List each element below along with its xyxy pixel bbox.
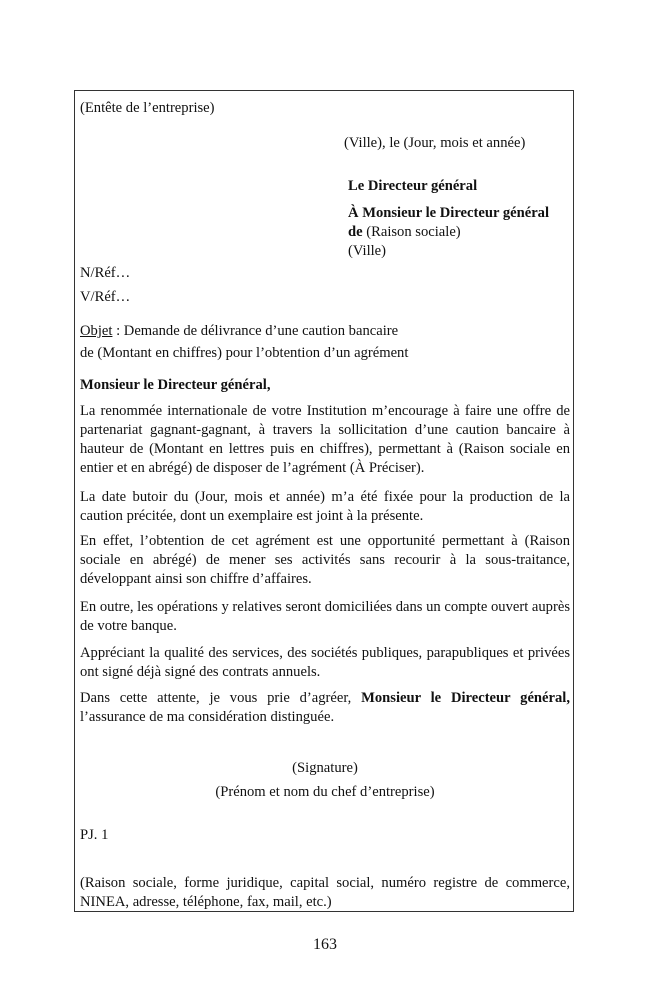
object-text-1: : Demande de délivrance d’une caution bancaire [112, 323, 399, 339]
page-number: 163 [313, 936, 337, 953]
paragraph-3: En effet, l’obtention de cet agrément est une opportunité permettant à (Raison sociale en abrégé) de mener ses activités sans recourir à la sous-traitance, développant ainsi son chiffre d’affaires. [80, 533, 570, 587]
object-line-2: de (Montant en chiffres) pour l’obtention d’un agrément [80, 345, 409, 361]
company-header: (Entête de l’entreprise) [80, 100, 215, 116]
object-label: Objet [80, 323, 113, 339]
signer-name: (Prénom et nom du chef d’entreprise) [215, 784, 435, 800]
recipient-block [348, 204, 549, 261]
paragraph-5: Appréciant la qualité des services, des sociétés publiques, parapubliques et privées ont signé déjà signé des contrats annuels. [80, 645, 570, 680]
reference-block [80, 261, 130, 309]
signature-placeholder: (Signature) [292, 760, 358, 776]
paragraph-1: La renommée internationale de votre Institution m’encourage à faire une offre de partenariat gagnant-gagnant, à travers la sollicitation d’une caution bancaire à hauteur de (Montant en lettres puis en chiffres), permettant à (Raison sociale en entier et en abrégé) de disposer de l’agrément (À Préciser). [80, 403, 570, 476]
recipient-title: À Monsieur le Directeur général [348, 205, 550, 221]
sender-title: Le Directeur général [348, 178, 478, 194]
letter-template-frame [74, 90, 574, 912]
closing-addressee: Monsieur le Directeur général, [361, 690, 571, 706]
closing-paragraph [80, 689, 570, 727]
recipient-company: (Raison sociale) [362, 224, 461, 240]
closing-text-end: l’assurance de ma considération distinguée. [80, 709, 335, 725]
object-block [80, 320, 408, 364]
salutation: Monsieur le Directeur général, [80, 377, 271, 393]
closing-text-start: Dans cette attente, je vous prie d’agréer, [80, 690, 362, 706]
place-date: (Ville), le (Jour, mois et année) [344, 135, 526, 151]
company-footer: (Raison sociale, forme juridique, capital social, numéro registre de commerce, NINEA, adresse, téléphone, fax, mail, etc.) [80, 875, 570, 910]
our-reference: N/Réf… [80, 265, 131, 281]
attachments: PJ. 1 [80, 827, 109, 843]
recipient-city: (Ville) [348, 243, 387, 259]
recipient-de: de [348, 224, 363, 240]
object-line-1 [80, 320, 408, 342]
your-reference: V/Réf… [80, 289, 131, 305]
recipient-company-line [348, 223, 549, 242]
paragraph-4: En outre, les opérations y relatives seront domiciliées dans un compte ouvert auprès de votre banque. [80, 599, 570, 634]
paragraph-2: La date butoir du (Jour, mois et année) m’a été fixée pour la production de la caution précitée, dont un exemplaire est joint à la présente. [80, 489, 570, 524]
